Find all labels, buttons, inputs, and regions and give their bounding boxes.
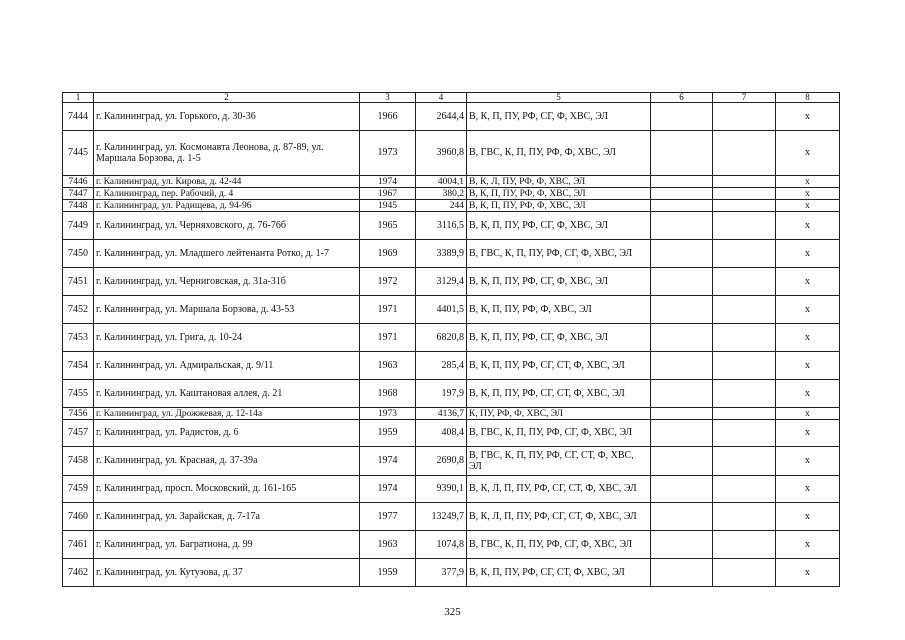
table-row bbox=[63, 268, 840, 296]
column-7-cell bbox=[713, 296, 776, 324]
address-cell: г. Калининград, ул. Зарайская, д. 7-17а bbox=[94, 503, 360, 531]
row-number-cell: 7462 bbox=[63, 559, 94, 587]
row-number-cell: 7450 bbox=[63, 240, 94, 268]
year-cell: 1959 bbox=[360, 559, 416, 587]
services-cell: В, К, П, ПУ, РФ, СГ, Ф, ХВС, ЭЛ bbox=[467, 268, 651, 296]
column-7-cell bbox=[713, 103, 776, 131]
services-cell: В, К, П, ПУ, РФ, Ф, ХВС, ЭЛ bbox=[467, 188, 651, 200]
year-cell: 1967 bbox=[360, 188, 416, 200]
column-number-header: 2 bbox=[94, 93, 360, 103]
address-cell: г. Калининград, ул. Черниговская, д. 31а-31б bbox=[94, 268, 360, 296]
services-cell: В, К, П, ПУ, РФ, Ф, ХВС, ЭЛ bbox=[467, 296, 651, 324]
column-7-cell bbox=[713, 380, 776, 408]
mark-cell: x bbox=[776, 212, 840, 240]
services-cell: В, ГВС, К, П, ПУ, РФ, СГ, Ф, ХВС, ЭЛ bbox=[467, 240, 651, 268]
table-row bbox=[63, 476, 840, 503]
column-number-header: 4 bbox=[416, 93, 467, 103]
mark-cell: x bbox=[776, 324, 840, 352]
table-row bbox=[63, 176, 840, 188]
area-cell: 285,4 bbox=[416, 352, 467, 380]
column-6-cell bbox=[651, 380, 713, 408]
year-cell: 1968 bbox=[360, 380, 416, 408]
row-number-cell: 7451 bbox=[63, 268, 94, 296]
row-number-cell: 7459 bbox=[63, 476, 94, 503]
column-6-cell bbox=[651, 188, 713, 200]
column-7-cell bbox=[713, 324, 776, 352]
year-cell: 1963 bbox=[360, 531, 416, 559]
address-cell: г. Калининград, ул. Младшего лейтенанта Ротко, д. 1-7 bbox=[94, 240, 360, 268]
column-6-cell bbox=[651, 240, 713, 268]
table-row bbox=[63, 212, 840, 240]
row-number-cell: 7449 bbox=[63, 212, 94, 240]
column-6-cell bbox=[651, 447, 713, 476]
area-cell: 1074,8 bbox=[416, 531, 467, 559]
column-7-cell bbox=[713, 352, 776, 380]
table-row bbox=[63, 408, 840, 420]
area-cell: 4136,7 bbox=[416, 408, 467, 420]
column-number-header: 7 bbox=[713, 93, 776, 103]
mark-cell: x bbox=[776, 352, 840, 380]
year-cell: 1973 bbox=[360, 131, 416, 176]
area-cell: 3389,9 bbox=[416, 240, 467, 268]
column-7-cell bbox=[713, 176, 776, 188]
address-cell: г. Калининград, ул. Дрожжевая, д. 12-14а bbox=[94, 408, 360, 420]
mark-cell: x bbox=[776, 268, 840, 296]
services-cell: В, ГВС, К, П, ПУ, РФ, СГ, Ф, ХВС, ЭЛ bbox=[467, 420, 651, 447]
column-7-cell bbox=[713, 531, 776, 559]
column-number-header: 5 bbox=[467, 93, 651, 103]
services-cell: В, К, Л, П, ПУ, РФ, СГ, СТ, Ф, ХВС, ЭЛ bbox=[467, 476, 651, 503]
row-number-cell: 7452 bbox=[63, 296, 94, 324]
column-6-cell bbox=[651, 131, 713, 176]
address-cell: г. Калининград, ул. Радистов, д. 6 bbox=[94, 420, 360, 447]
services-cell: В, К, П, ПУ, РФ, СГ, СТ, Ф, ХВС, ЭЛ bbox=[467, 352, 651, 380]
row-number-cell: 7453 bbox=[63, 324, 94, 352]
table-row bbox=[63, 559, 840, 587]
area-cell: 3960,8 bbox=[416, 131, 467, 176]
column-6-cell bbox=[651, 176, 713, 188]
row-number-cell: 7448 bbox=[63, 200, 94, 212]
column-6-cell bbox=[651, 531, 713, 559]
address-cell: г. Калининград, ул. Маршала Борзова, д. 43-53 bbox=[94, 296, 360, 324]
area-cell: 4004,1 bbox=[416, 176, 467, 188]
row-number-cell: 7455 bbox=[63, 380, 94, 408]
column-7-cell bbox=[713, 131, 776, 176]
housing-table bbox=[62, 92, 840, 587]
services-cell: К, ПУ, РФ, Ф, ХВС, ЭЛ bbox=[467, 408, 651, 420]
mark-cell: x bbox=[776, 503, 840, 531]
area-cell: 9390,1 bbox=[416, 476, 467, 503]
column-number-header: 1 bbox=[63, 93, 94, 103]
mark-cell: x bbox=[776, 296, 840, 324]
address-cell: г. Калининград, ул. Кирова, д. 42-44 bbox=[94, 176, 360, 188]
column-7-cell bbox=[713, 420, 776, 447]
row-number-cell: 7446 bbox=[63, 176, 94, 188]
year-cell: 1974 bbox=[360, 476, 416, 503]
year-cell: 1974 bbox=[360, 447, 416, 476]
year-cell: 1965 bbox=[360, 212, 416, 240]
address-cell: г. Калининград, ул. Космонавта Леонова, д. 87-89, ул. Маршала Борзова, д. 1-5 bbox=[94, 131, 360, 176]
year-cell: 1972 bbox=[360, 268, 416, 296]
row-number-cell: 7454 bbox=[63, 352, 94, 380]
services-cell: В, К, П, ПУ, РФ, СГ, СТ, Ф, ХВС, ЭЛ bbox=[467, 380, 651, 408]
row-number-cell: 7456 bbox=[63, 408, 94, 420]
column-6-cell bbox=[651, 324, 713, 352]
column-6-cell bbox=[651, 200, 713, 212]
mark-cell: x bbox=[776, 188, 840, 200]
table-row bbox=[63, 296, 840, 324]
services-cell: В, ГВС, К, П, ПУ, РФ, СГ, СТ, Ф, ХВС, ЭЛ bbox=[467, 447, 651, 476]
column-7-cell bbox=[713, 268, 776, 296]
year-cell: 1971 bbox=[360, 324, 416, 352]
year-cell: 1963 bbox=[360, 352, 416, 380]
table-row bbox=[63, 131, 840, 176]
column-7-cell bbox=[713, 559, 776, 587]
address-cell: г. Калининград, ул. Черняховского, д. 76-76б bbox=[94, 212, 360, 240]
area-cell: 380,2 bbox=[416, 188, 467, 200]
table-row bbox=[63, 324, 840, 352]
table-row bbox=[63, 447, 840, 476]
year-cell: 1971 bbox=[360, 296, 416, 324]
mark-cell: x bbox=[776, 476, 840, 503]
mark-cell: x bbox=[776, 103, 840, 131]
row-number-cell: 7460 bbox=[63, 503, 94, 531]
address-cell: г. Калининград, ул. Багратиона, д. 99 bbox=[94, 531, 360, 559]
column-7-cell bbox=[713, 447, 776, 476]
address-cell: г. Калининград, пер. Рабочий, д. 4 bbox=[94, 188, 360, 200]
area-cell: 408,4 bbox=[416, 420, 467, 447]
column-7-cell bbox=[713, 212, 776, 240]
row-number-cell: 7447 bbox=[63, 188, 94, 200]
year-cell: 1973 bbox=[360, 408, 416, 420]
row-number-cell: 7461 bbox=[63, 531, 94, 559]
address-cell: г. Калининград, ул. Красная, д. 37-39а bbox=[94, 447, 360, 476]
year-cell: 1977 bbox=[360, 503, 416, 531]
column-6-cell bbox=[651, 476, 713, 503]
address-cell: г. Калининград, ул. Каштановая аллея, д. 21 bbox=[94, 380, 360, 408]
column-6-cell bbox=[651, 408, 713, 420]
year-cell: 1959 bbox=[360, 420, 416, 447]
column-7-cell bbox=[713, 200, 776, 212]
services-cell: В, К, Л, ПУ, РФ, Ф, ХВС, ЭЛ bbox=[467, 176, 651, 188]
area-cell: 3116,5 bbox=[416, 212, 467, 240]
mark-cell: x bbox=[776, 447, 840, 476]
row-number-cell: 7444 bbox=[63, 103, 94, 131]
row-number-cell: 7458 bbox=[63, 447, 94, 476]
column-6-cell bbox=[651, 559, 713, 587]
mark-cell: x bbox=[776, 559, 840, 587]
area-cell: 13249,7 bbox=[416, 503, 467, 531]
row-number-cell: 7457 bbox=[63, 420, 94, 447]
address-cell: г. Калининград, ул. Радищева, д. 94-96 bbox=[94, 200, 360, 212]
mark-cell: x bbox=[776, 176, 840, 188]
services-cell: В, К, Л, П, ПУ, РФ, СГ, СТ, Ф, ХВС, ЭЛ bbox=[467, 503, 651, 531]
column-6-cell bbox=[651, 296, 713, 324]
services-cell: В, К, П, ПУ, РФ, СГ, Ф, ХВС, ЭЛ bbox=[467, 103, 651, 131]
table-row bbox=[63, 503, 840, 531]
row-number-cell: 7445 bbox=[63, 131, 94, 176]
column-6-cell bbox=[651, 212, 713, 240]
mark-cell: x bbox=[776, 131, 840, 176]
mark-cell: x bbox=[776, 200, 840, 212]
area-cell: 3129,4 bbox=[416, 268, 467, 296]
mark-cell: x bbox=[776, 420, 840, 447]
area-cell: 2690,8 bbox=[416, 447, 467, 476]
area-cell: 2644,4 bbox=[416, 103, 467, 131]
area-cell: 4401,5 bbox=[416, 296, 467, 324]
mark-cell: x bbox=[776, 240, 840, 268]
table-row bbox=[63, 380, 840, 408]
column-6-cell bbox=[651, 352, 713, 380]
services-cell: В, К, П, ПУ, РФ, СГ, Ф, ХВС, ЭЛ bbox=[467, 212, 651, 240]
column-7-cell bbox=[713, 240, 776, 268]
address-cell: г. Калининград, ул. Адмиральская, д. 9/11 bbox=[94, 352, 360, 380]
table-row bbox=[63, 188, 840, 200]
address-cell: г. Калининград, ул. Горького, д. 30-36 bbox=[94, 103, 360, 131]
area-cell: 6820,8 bbox=[416, 324, 467, 352]
table-row bbox=[63, 200, 840, 212]
column-6-cell bbox=[651, 103, 713, 131]
services-cell: В, К, П, ПУ, РФ, СГ, СТ, Ф, ХВС, ЭЛ bbox=[467, 559, 651, 587]
column-6-cell bbox=[651, 420, 713, 447]
column-number-row bbox=[63, 93, 840, 103]
services-cell: В, ГВС, К, П, ПУ, РФ, СГ, Ф, ХВС, ЭЛ bbox=[467, 531, 651, 559]
area-cell: 197,9 bbox=[416, 380, 467, 408]
services-cell: В, ГВС, К, П, ПУ, РФ, Ф, ХВС, ЭЛ bbox=[467, 131, 651, 176]
column-7-cell bbox=[713, 188, 776, 200]
column-6-cell bbox=[651, 503, 713, 531]
table-row bbox=[63, 103, 840, 131]
table-row bbox=[63, 420, 840, 447]
column-7-cell bbox=[713, 503, 776, 531]
address-cell: г. Калининград, ул. Кутузова, д. 37 bbox=[94, 559, 360, 587]
area-cell: 244 bbox=[416, 200, 467, 212]
table-row bbox=[63, 240, 840, 268]
column-7-cell bbox=[713, 476, 776, 503]
column-7-cell bbox=[713, 408, 776, 420]
year-cell: 1945 bbox=[360, 200, 416, 212]
column-number-header: 8 bbox=[776, 93, 840, 103]
services-cell: В, К, П, ПУ, РФ, Ф, ХВС, ЭЛ bbox=[467, 200, 651, 212]
page-number: 325 bbox=[444, 606, 461, 618]
mark-cell: x bbox=[776, 380, 840, 408]
services-cell: В, К, П, ПУ, РФ, СГ, Ф, ХВС, ЭЛ bbox=[467, 324, 651, 352]
year-cell: 1969 bbox=[360, 240, 416, 268]
year-cell: 1974 bbox=[360, 176, 416, 188]
column-number-header: 6 bbox=[651, 93, 713, 103]
area-cell: 377,9 bbox=[416, 559, 467, 587]
address-cell: г. Калининград, просп. Московский, д. 161-165 bbox=[94, 476, 360, 503]
mark-cell: x bbox=[776, 408, 840, 420]
table-row bbox=[63, 531, 840, 559]
table-row bbox=[63, 352, 840, 380]
column-6-cell bbox=[651, 268, 713, 296]
mark-cell: x bbox=[776, 531, 840, 559]
column-number-header: 3 bbox=[360, 93, 416, 103]
address-cell: г. Калининград, ул. Грига, д. 10-24 bbox=[94, 324, 360, 352]
year-cell: 1966 bbox=[360, 103, 416, 131]
